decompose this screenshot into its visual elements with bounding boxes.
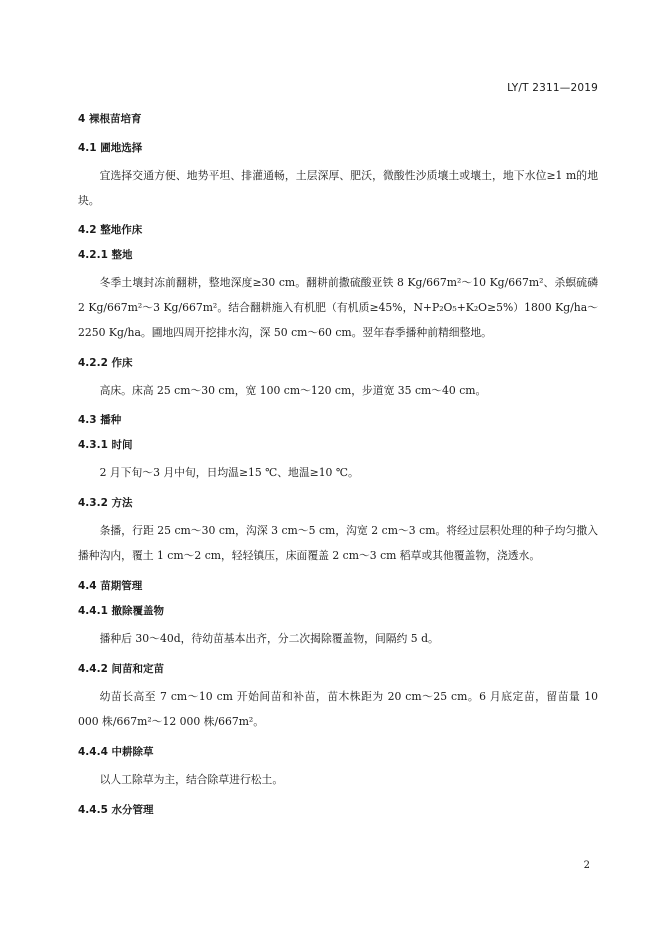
- paragraph: 冬季土壤封冻前翻耕，整地深度≥30 cm。翻耕前撒硫酸亚铁 8 Kg/667m²～10 Kg/667m²、杀螟硫磷 2 Kg/667m²～3 Kg/667m²。结合翻耕施入有机肥（有机质≥45%，N+P₂O₅+K₂O≥5%）1800 Kg/ha～2250 Kg/ha。圃地四周开挖排水沟，深 50 cm～60 cm。翌年春季播种前精细整地。: [78, 276, 598, 339]
- section-heading: 4.4.5 水分管理: [78, 804, 154, 816]
- paragraph: 宜选择交通方便、地势平坦、排灌通畅，土层深厚、肥沃，微酸性沙质壤土或壤土，地下水位≥1 m的地块。: [78, 169, 598, 207]
- section-heading: 4.3.2 方法: [78, 497, 133, 509]
- section-heading: 4.4.1 撤除覆盖物: [78, 605, 165, 617]
- section-heading: 4.3 播种: [78, 414, 122, 426]
- section-heading: 4.2.2 作床: [78, 357, 133, 369]
- section-heading: 4.4 苗期管理: [78, 580, 143, 592]
- paragraph: 以人工除草为主，结合除草进行松土。: [99, 773, 284, 786]
- section-heading: 4.4.2 间苗和定苗: [78, 663, 165, 675]
- section-heading: 4.3.1 时间: [78, 439, 133, 451]
- paragraph: 条播，行距 25 cm～30 cm，沟深 3 cm～5 cm，沟宽 2 cm～3 cm。将经过层积处理的种子均匀撒入播种沟内，覆土 1 cm～2 cm，轻轻镇压，床面覆盖 2 cm～3 cm 稻草或其他覆盖物，浇透水。: [78, 524, 598, 562]
- section-heading: 4.2 整地作床: [78, 224, 143, 236]
- section-heading: 4.1 圃地选择: [78, 142, 143, 154]
- section-heading: 4.4.4 中耕除草: [78, 746, 154, 758]
- standard-code: LY/T 2311—2019: [507, 82, 598, 94]
- paragraph: 幼苗长高至 7 cm～10 cm 开始间苗和补苗，苗木株距为 20 cm～25 cm。6 月底定苗，留苗量 10 000 株/667m²～12 000 株/667m²。: [78, 690, 598, 728]
- document-body: [78, 110, 598, 819]
- section-heading: 4.2.1 整地: [78, 249, 133, 261]
- section-heading: 4 裸根苗培育: [78, 113, 142, 125]
- page-number: 2: [583, 860, 590, 871]
- paragraph: 播种后 30～40d，待幼苗基本出齐，分二次揭除覆盖物，间隔约 5 d。: [99, 632, 439, 645]
- paragraph: 高床。床高 25 cm～30 cm，宽 100 cm～120 cm，步道宽 35 cm～40 cm。: [99, 384, 487, 397]
- paragraph: 2 月下旬～3 月中旬，日均温≥15 ℃、地温≥10 ℃。: [99, 466, 359, 479]
